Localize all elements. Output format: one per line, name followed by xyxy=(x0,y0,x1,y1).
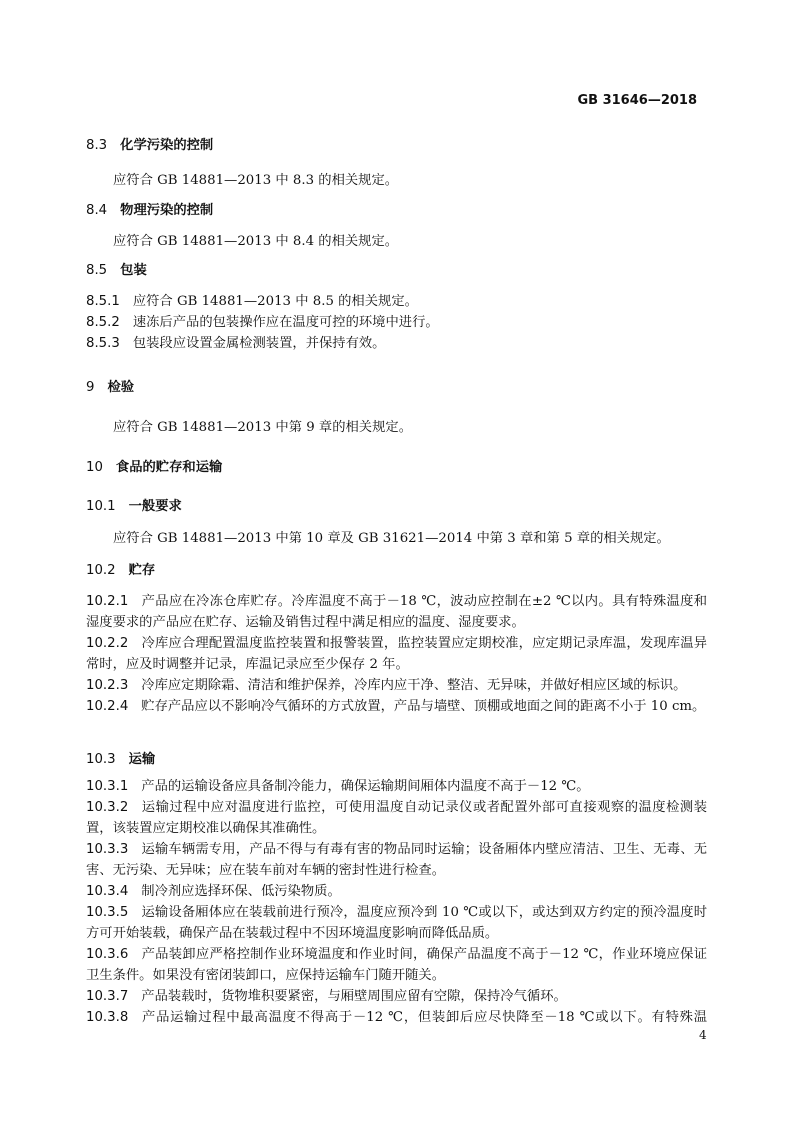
section-heading-8-3 xyxy=(86,135,707,156)
paragraph: 应符合 GB 14881—2013 中第 9 章的相关规定。 xyxy=(113,420,412,435)
section-heading-8-4 xyxy=(86,200,707,221)
clause-number: 10.2.3 xyxy=(86,678,129,693)
paragraph: 应符合 GB 14881—2013 中 8.3 的相关规定。 xyxy=(113,173,399,188)
section-title: 食品的贮存和运输 xyxy=(115,460,223,475)
clause-text: 运输车辆需专用，产品不得与有毒有害的物品同时运输；设备厢体内壁应清洁、卫生、无毒、无害、无污染、无异味；应在装车前对车辆的密封性进行检查。 xyxy=(86,842,707,878)
clause xyxy=(86,675,707,696)
clause-number: 8.5.2 xyxy=(86,315,120,330)
clause xyxy=(86,333,707,354)
clause-text: 产品装卸应严格控制作业环境温度和作业时间，确保产品温度不高于－12 ℃，作业环境应保证卫生条件。如果没有密闭装卸口，应保持运输车门随开随关。 xyxy=(86,947,707,983)
chapter-heading-10 xyxy=(86,457,707,478)
clause-number: 10.3.6 xyxy=(86,947,129,962)
section-number: 8.3 xyxy=(86,138,108,153)
clause xyxy=(86,944,707,986)
clause-number: 10.3.5 xyxy=(86,905,129,920)
clause xyxy=(86,881,707,902)
section-title: 一般要求 xyxy=(128,499,182,514)
section-title: 贮存 xyxy=(128,563,156,578)
clause xyxy=(86,839,707,881)
section-number: 9 xyxy=(86,380,95,395)
clause xyxy=(86,902,707,944)
section-heading-10-3 xyxy=(86,749,707,770)
section-title: 物理污染的控制 xyxy=(120,203,214,218)
clause-text: 运输过程中应对温度进行监控，可使用温度自动记录仪或者配置外部可直接观察的温度检测装置，该装置应定期校准以确保其准确性。 xyxy=(86,800,707,836)
clause-number: 10.3.8 xyxy=(86,1010,129,1025)
paragraph: 应符合 GB 14881—2013 中 8.4 的相关规定。 xyxy=(113,234,399,249)
clause-number: 10.2.1 xyxy=(86,594,129,609)
clause-text: 应符合 GB 14881—2013 中 8.5 的相关规定。 xyxy=(132,294,418,309)
clause-text: 速冻后产品的包装操作应在温度可控的环境中进行。 xyxy=(132,315,439,330)
section-title: 包装 xyxy=(120,263,147,278)
clause xyxy=(86,591,707,633)
section-number: 8.5 xyxy=(86,263,108,278)
clause xyxy=(86,633,707,675)
section-number: 10 xyxy=(86,460,103,475)
section-title: 化学污染的控制 xyxy=(120,138,214,153)
section-number: 10.2 xyxy=(86,563,116,578)
clause-text: 冷库应定期除霜、清洁和维护保养，冷库内应干净、整洁、无异味，并做好相应区域的标识。 xyxy=(141,678,687,693)
clause xyxy=(86,291,707,312)
clause-text: 冷库应合理配置温度监控装置和报警装置，监控装置应定期校准，应定期记录库温，发现库温异常时，应及时调整并记录，库温记录应至少保存 2 年。 xyxy=(86,636,707,672)
clause-text: 产品装载时，货物堆积要紧密，与厢壁周围应留有空隙，保持冷气循环。 xyxy=(141,989,567,1004)
clause xyxy=(86,776,707,797)
section-number: 8.4 xyxy=(86,203,108,218)
clause-text: 产品的运输设备应具备制冷能力，确保运输期间厢体内温度不高于－12 ℃。 xyxy=(141,779,590,794)
section-number: 10.3 xyxy=(86,752,116,767)
clause-number: 10.2.2 xyxy=(86,636,129,651)
chapter-heading-9 xyxy=(86,377,707,398)
clause xyxy=(86,986,707,1007)
section-title: 运输 xyxy=(128,752,156,767)
clause-number: 10.3.2 xyxy=(86,800,129,815)
clause-number: 10.3.4 xyxy=(86,884,129,899)
paragraph: 应符合 GB 14881—2013 中第 10 章及 GB 31621—2014 中第 3 章和第 5 章的相关规定。 xyxy=(113,531,670,546)
section-heading-10-2 xyxy=(86,560,707,581)
clause-number: 10.3.7 xyxy=(86,989,129,1004)
clause-text: 运输设备厢体应在装载前进行预冷，温度应预冷到 10 ℃或以下，或达到双方约定的预冷温度时方可开始装载，确保产品在装载过程中不因环境温度影响而降低品质。 xyxy=(86,905,707,941)
clause-text: 产品应在冷冻仓库贮存。冷库温度不高于－18 ℃，波动应控制在±2 ℃以内。具有特殊温度和湿度要求的产品应在贮存、运输及销售过程中满足相应的温度、湿度要求。 xyxy=(86,594,707,630)
clause-text: 制冷剂应选择环保、低污染物质。 xyxy=(141,884,341,899)
section-title: 检验 xyxy=(107,380,135,395)
clause-number: 10.3.1 xyxy=(86,779,129,794)
clause-text: 产品运输过程中最高温度不得高于－12 ℃，但装卸后应尽快降至－18 ℃或以下。有特殊温 xyxy=(141,1010,707,1025)
clause-number: 10.3.3 xyxy=(86,842,129,857)
clause xyxy=(86,696,707,717)
clause xyxy=(86,312,707,333)
clause-number: 10.2.4 xyxy=(86,699,129,714)
clause-number: 8.5.1 xyxy=(86,294,120,309)
section-heading-8-5 xyxy=(86,260,707,281)
clause-number: 8.5.3 xyxy=(86,336,120,351)
clause xyxy=(86,797,707,839)
page-number: 4 xyxy=(699,1028,707,1042)
clause xyxy=(86,1007,707,1028)
clause-text: 贮存产品应以不影响冷气循环的方式放置，产品与墙壁、顶棚或地面之间的距离不小于 10 cm。 xyxy=(141,699,706,714)
section-heading-10-1 xyxy=(86,496,707,517)
section-number: 10.1 xyxy=(86,499,116,514)
clause-text: 包装段应设置金属检测装置，并保持有效。 xyxy=(132,336,386,351)
document-id: GB 31646—2018 xyxy=(577,93,697,108)
